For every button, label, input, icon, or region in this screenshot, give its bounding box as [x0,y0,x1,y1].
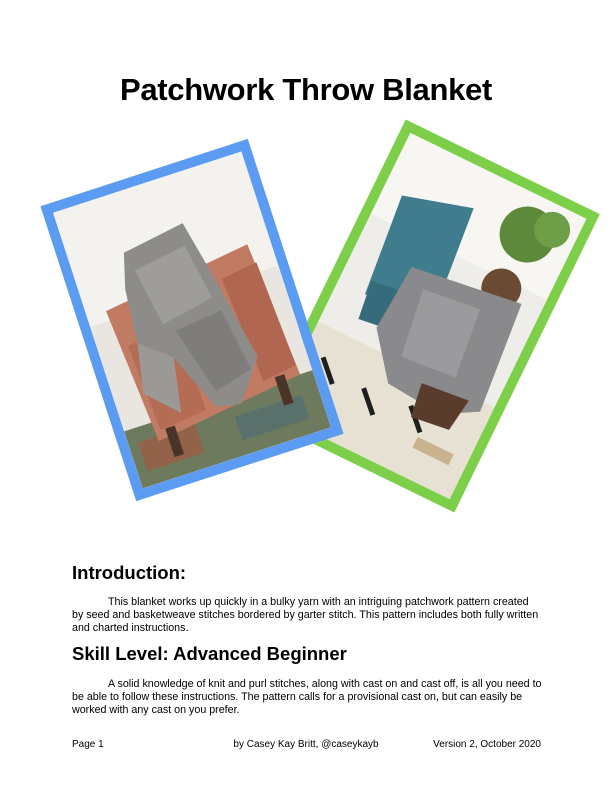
skill-level-heading: Skill Level: Advanced Beginner [72,643,347,664]
skill-level-text: A solid knowledge of knit and purl stitches, along with cast on and cast off, is all you need to be able to follow these instructions. The pattern calls for a provisional cast on, but can easily be worked with any cast on you prefer. [72,678,542,717]
child-with-blanket-photo [260,119,600,512]
page-title: Patchwork Throw Blanket [119,72,493,107]
chair-blanket-photo [40,139,343,501]
footer-version: Version 2, October 2020 [433,739,541,750]
footer-page-number: Page 1 [72,739,104,750]
introduction-heading: Introduction: [72,562,187,583]
child-blanket-image [274,133,587,499]
introduction-text: This blanket works up quickly in a bulky yarn with an intriguing patchwork pattern created by seed and basketweave stitches bordered by garter stitch. This pattern includes both fully written and charted instructions. [72,596,539,635]
chair-blanket-image [53,152,331,489]
footer-author: by Casey Kay Britt, @caseykayb [233,739,379,750]
